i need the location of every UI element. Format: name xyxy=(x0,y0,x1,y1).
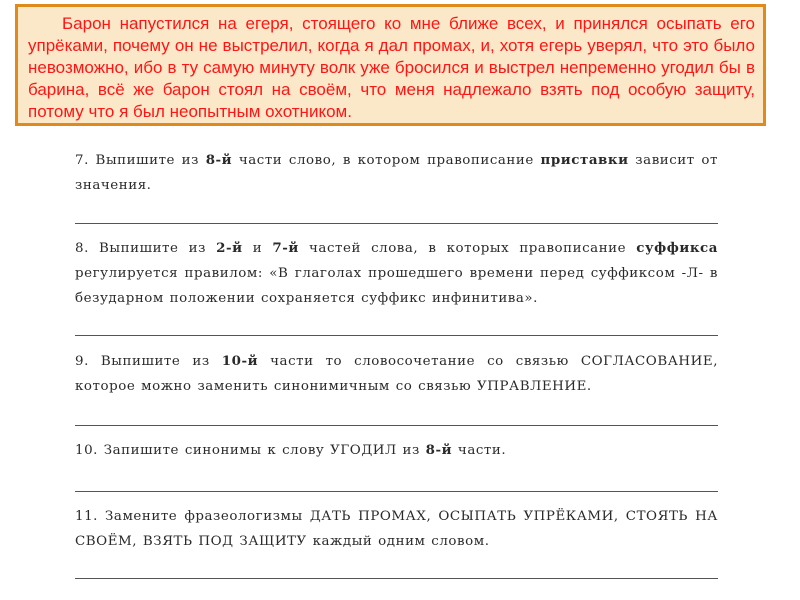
answer-line-8[interactable] xyxy=(75,335,718,336)
task-7 xyxy=(75,148,718,198)
answer-line-11[interactable] xyxy=(75,578,718,579)
task-8-keyword: суффикса xyxy=(636,240,718,256)
answer-line-9[interactable] xyxy=(75,425,718,426)
task-8-part-ref-2: 7-й xyxy=(272,240,299,256)
task-7-keyword: приставки xyxy=(540,152,629,168)
passage-box xyxy=(15,4,766,126)
answer-line-7[interactable] xyxy=(75,223,718,224)
answer-line-10[interactable] xyxy=(75,491,718,492)
task-10 xyxy=(75,438,718,463)
task-11 xyxy=(75,504,718,554)
task-7-text: 7. Выпишите из 8-й части слово, в котором правописание приставки зависит от значения. xyxy=(75,152,718,193)
task-7-part-ref: 8-й xyxy=(205,152,233,168)
passage-text: Барон напустился на егеря, стоящего ко мне ближе всех, и принялся осыпать его упрёками, почему он не выстрелил, когда я дал промах, и, хотя егерь уверял, что это было невозможно, ибо в ту самую минуту волк уже бросился и выстрел непременно угодил бы в барина, всё же барон стоял на своём, что меня надлежало взять под особую защиту, потому что я был неопытным охотником. xyxy=(28,14,755,121)
task-10-part-ref: 8-й xyxy=(425,442,453,458)
task-10-text: 10. Запишите синонимы к слову УГОДИЛ из 8-й части. xyxy=(75,442,507,458)
task-9 xyxy=(75,349,718,399)
task-9-text: 9. Выпишите из 10-й части то словосочетание со связью СОГЛАСОВАНИЕ, которое можно заменить синонимичным со связью УПРАВЛЕНИЕ. xyxy=(75,353,719,394)
task-9-part-ref: 10-й xyxy=(221,353,259,369)
task-11-text: 11. Замените фразеологизмы ДАТЬ ПРОМАХ, ОСЫПАТЬ УПРЁКАМИ, СТОЯТЬ НА СВОЁМ, ВЗЯТЬ ПОД ЗАЩИТУ каждый одним словом. xyxy=(75,509,718,549)
task-8 xyxy=(75,236,718,311)
task-8-text: 8. Выпишите из 2-й и 7-й частей слова, в которых правописание суффикса регулируется правилом: «В глаголах прошедшего времени перед суффиксом -Л- в безударном положении сохраняется суффикс инфинитива». xyxy=(75,240,718,306)
task-8-part-ref-1: 2-й xyxy=(216,240,243,256)
